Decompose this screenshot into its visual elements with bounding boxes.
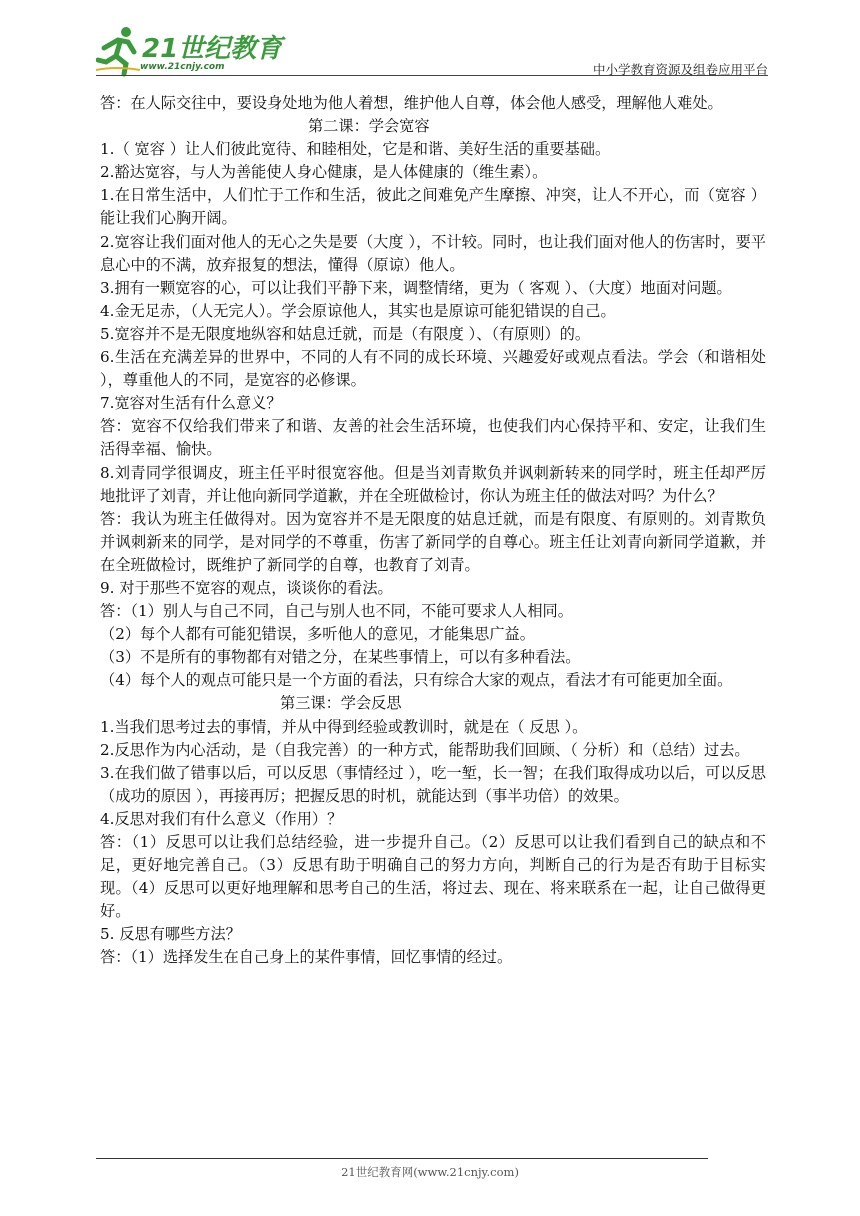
- paragraph: 2.反思作为内心活动，是（自我完善）的一种方式，能帮助我们回顾、（ 分析）和（总结）过去。: [100, 740, 750, 759]
- paragraph: 4.金无足赤，（人无完人）。学会原谅他人，其实也是原谅可能犯错误的自己。: [100, 301, 616, 320]
- logo-text: 21世纪教育: [142, 34, 283, 64]
- section-title: 第二课：学会宽容: [308, 117, 430, 136]
- paragraph: 答：宽容不仅给我们带来了和谐、友善的社会生活环境，也使我们内心保持平和、安定，让我们生活得幸福、愉快。: [100, 417, 766, 459]
- paragraph: 答：我认为班主任做得对。因为宽容并不是无限度的姑息迁就，而是有限度、有原则的。刘青欺负并讽刺新来的同学，是对同学的不尊重，伤害了新同学的自尊心。班主任让刘青向新同学道歉，并在全班做检讨，既维护了新同学的自尊，也教育了刘青。: [100, 509, 766, 574]
- paragraph: 答：（1）别人与自己不同，自己与别人也不同，不能可要求人人相同。: [100, 602, 573, 621]
- paragraph: 4.反思对我们有什么意义（作用）？: [100, 809, 343, 828]
- section-title: 第三课：学会反思: [280, 694, 402, 713]
- paragraph: 6.生活在充满差异的世界中，不同的人有不同的成长环境、兴趣爱好或观点看法。学会（和谐相处 ），尊重他人的不同，是宽容的必修课。: [100, 348, 766, 390]
- header-divider: [96, 75, 768, 76]
- paragraph: 2.宽容让我们面对他人的无心之失是要（大度 ），不计较。同时，也让我们面对他人的伤害时，要平息心中的不满，放弃报复的想法，懂得（原谅）他人。: [100, 232, 766, 274]
- paragraph: 8.刘青同学很调皮，班主任平时很宽容他。但是当刘青欺负并讽刺新转来的同学时，班主任却严厉地批评了刘青，并让他向新同学道歉，并在全班做检讨，你认为班主任的做法对吗？为什么？: [100, 463, 766, 505]
- paragraph: 2.豁达宽容，与人为善能使人身心健康，是人体健康的（维生素）。: [100, 163, 548, 182]
- paragraph: 答：（1）反思可以让我们总结经验，进一步提升自己。（2）反思可以让我们看到自己的缺点和不足，更好地完善自己。（3）反思有助于明确自己的努力方向，判断自己的行为是否有助于目标实现。（4）反思可以更好地理解和思考自己的生活，将过去、现在、将来联系在一起，让自己做得更好。: [100, 833, 766, 921]
- footer-divider: [96, 1158, 708, 1159]
- paragraph: 3.在我们做了错事以后，可以反思（事情经过 ），吃一堑，长一智；在我们取得成功以后，可以反思（成功的原因 ），再接再厉；把握反思的时机，就能达到（事半功倍）的效果。: [100, 763, 766, 805]
- paragraph: 9. 对于那些不宽容的观点，谈谈你的看法。: [100, 578, 393, 597]
- logo-url: www.21cnjy.com: [140, 62, 225, 72]
- document-body: [100, 92, 766, 970]
- paragraph: 1.当我们思考过去的事情，并从中得到经验或教训时，就是在（ 反思 ）。: [100, 717, 588, 736]
- paragraph: （3）不是所有的事物都有对错之分，在某些事情上，可以有多种看法。: [100, 648, 581, 667]
- footer-link[interactable]: 21世纪教育网(www.21cnjy.com): [341, 1165, 519, 1179]
- paragraph: 7.宽容对生活有什么意义？: [100, 394, 282, 413]
- paragraph: 5.宽容并不是无限度地纵容和姑息迁就，而是（有限度 ）、（有原则）的。: [100, 324, 591, 343]
- paragraph: （4）每个人的观点可能只是一个方面的看法，只有综合大家的观点，看法才有可能更加全面。: [100, 671, 733, 690]
- paragraph: 1.在日常生活中，人们忙于工作和生活，彼此之间难免产生摩擦、冲突，让人不开心，而（宽容 ）能让我们心胸开阔。: [100, 186, 766, 228]
- paragraph: 答：在人际交往中，要设身处地为他人着想，维护他人自尊，体会他人感受，理解他人难处。: [100, 94, 723, 112]
- header-tagline: 中小学教育资源及组卷应用平台: [592, 62, 768, 77]
- paragraph: 5. 反思有哪些方法？: [100, 925, 241, 944]
- paragraph: 3.拥有一颗宽容的心，可以让我们平静下来，调整情绪，更为（ 客观 ）、（大度）地面对问题。: [100, 278, 732, 297]
- runner-logo-icon: [96, 22, 144, 78]
- paragraph: 答：（1）选择发生在自己身上的某件事情，回忆事情的经过。: [100, 948, 513, 967]
- paragraph: 1.（ 宽容 ）让人们彼此宽待、和睦相处，它是和谐、美好生活的重要基础。: [100, 140, 611, 159]
- paragraph: （2）每个人都有可能犯错误，多听他人的意见，才能集思广益。: [100, 625, 535, 644]
- page-header: [96, 22, 768, 78]
- site-logo[interactable]: [96, 22, 283, 78]
